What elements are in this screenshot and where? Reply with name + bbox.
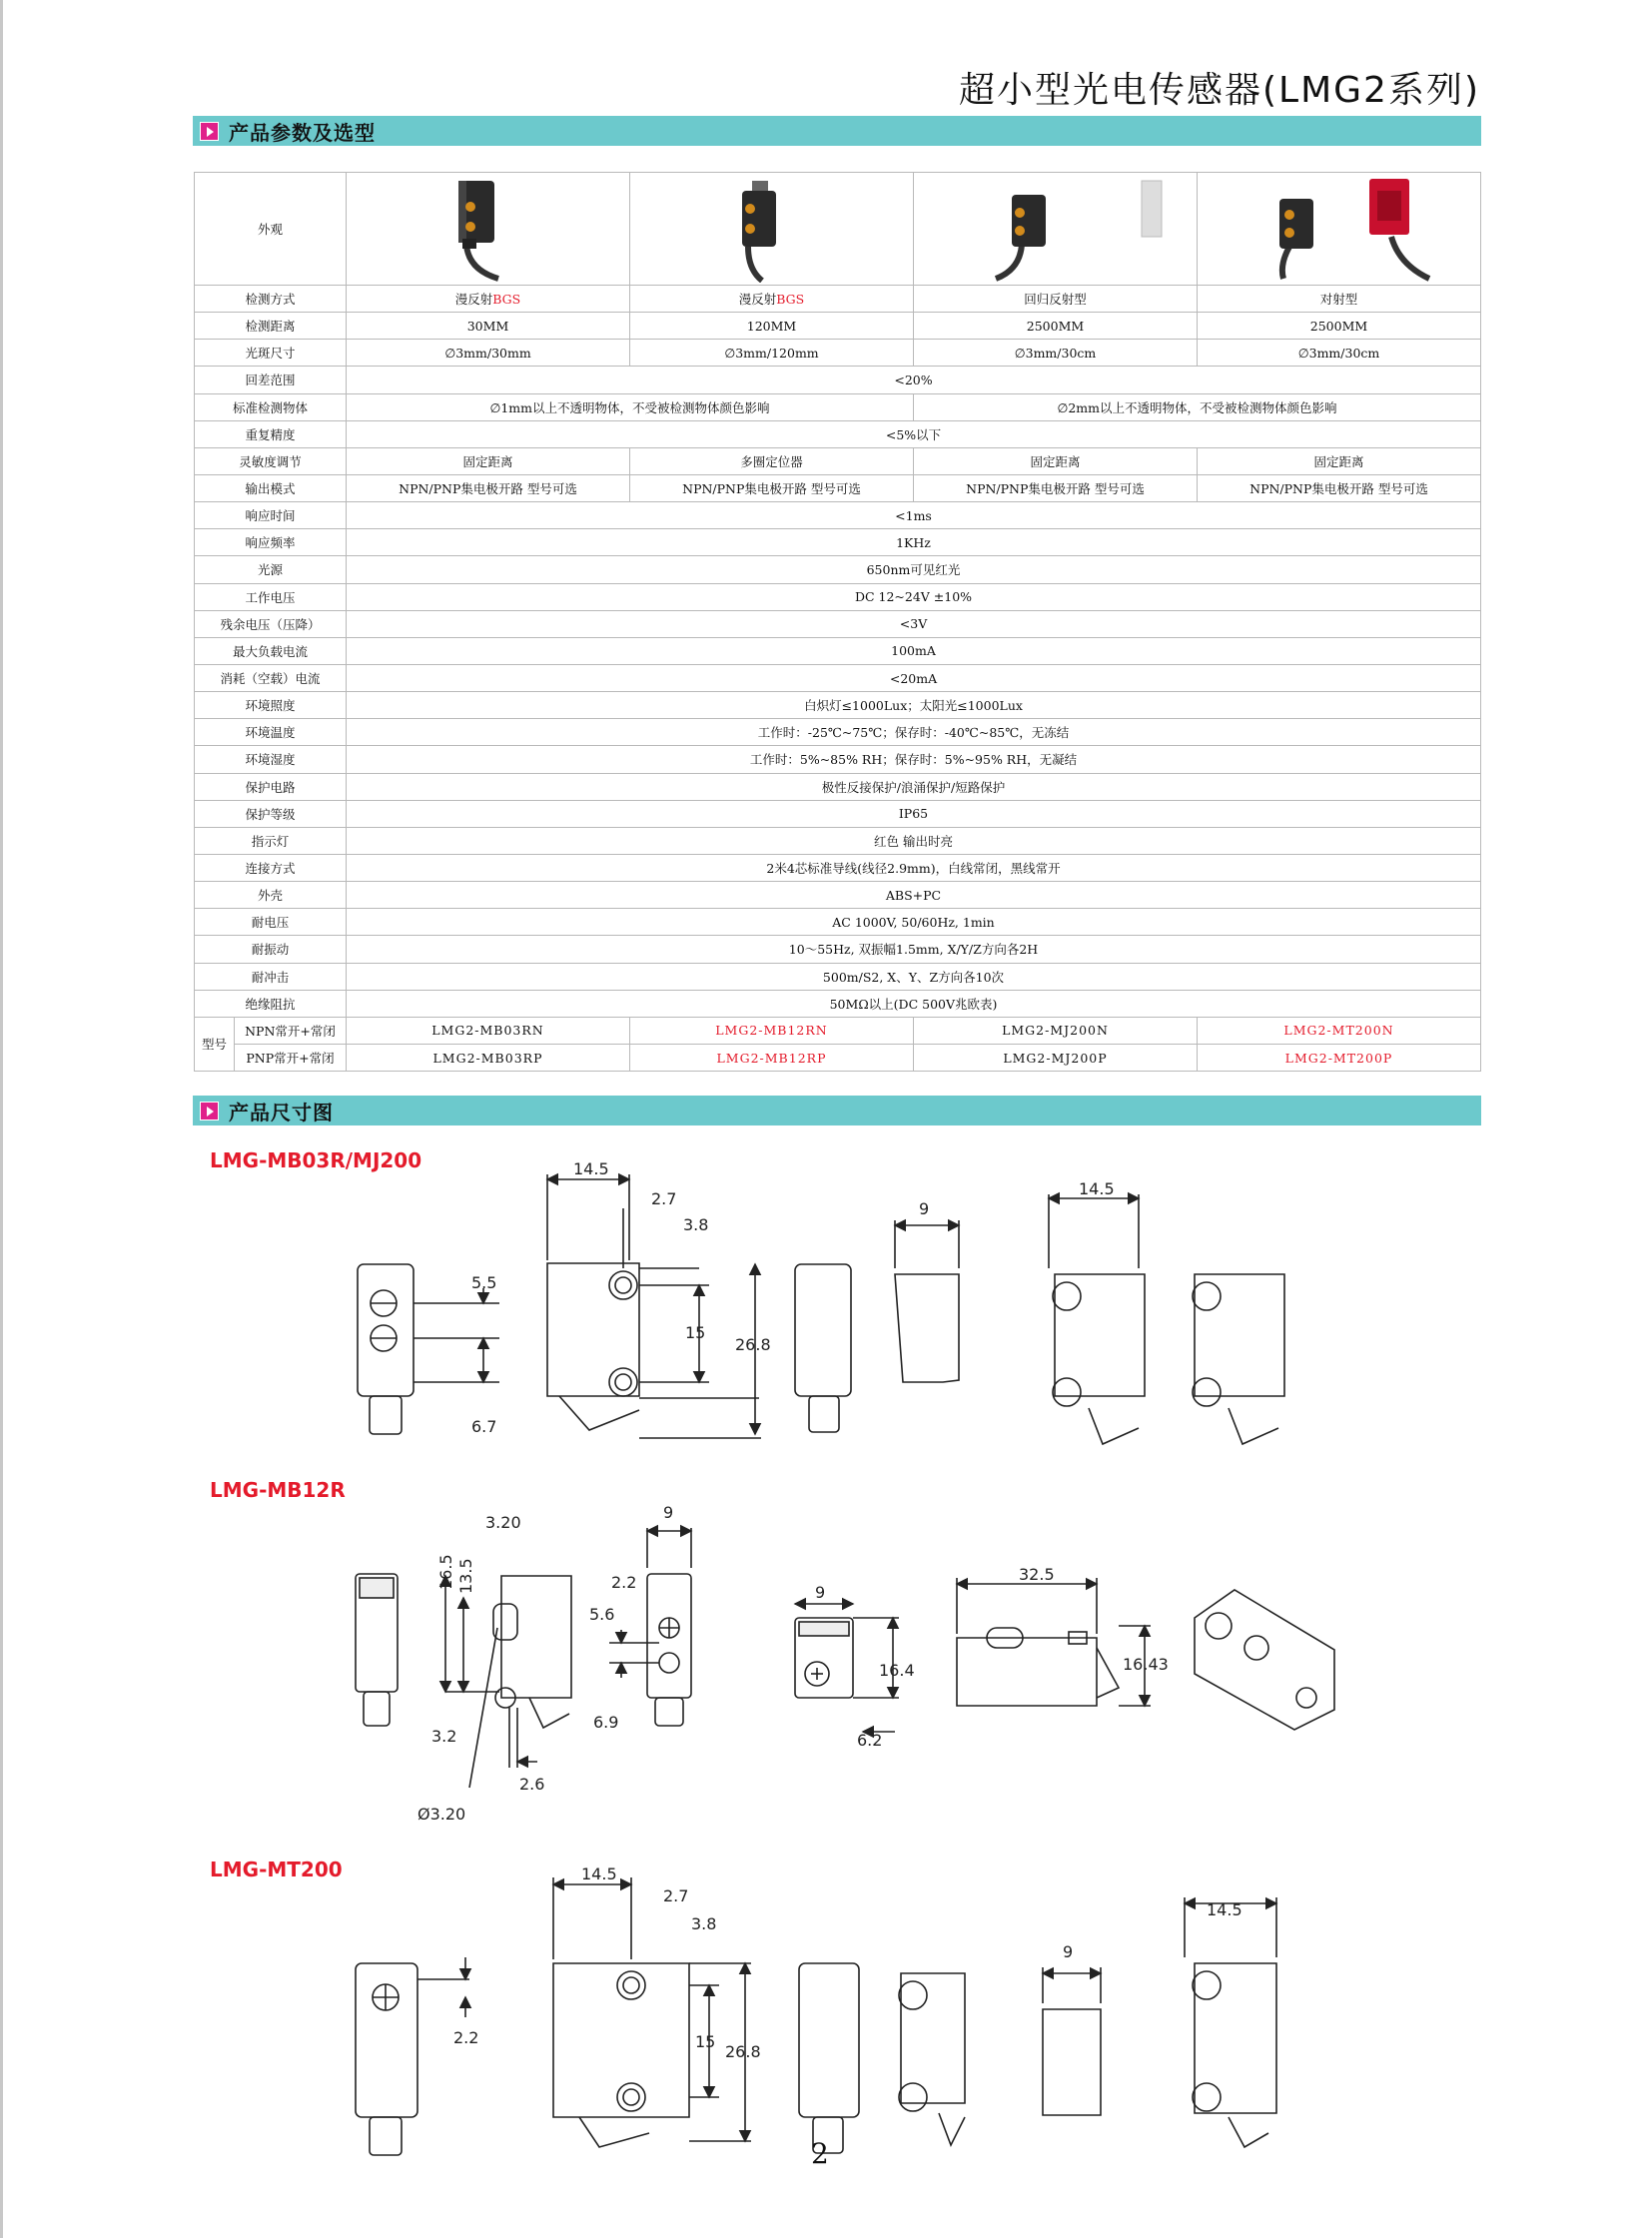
row-label: 保护电路 <box>195 773 347 800</box>
row-label: 消耗（空载）电流 <box>195 664 347 691</box>
cell-text: 工作时：-25℃~75℃；保存时：-40℃~85℃，无冻结 <box>757 725 1070 741</box>
row-label: 残余电压（压降） <box>195 610 347 637</box>
row-label: 绝缘阻抗 <box>195 990 347 1017</box>
dim-label: 9 <box>1063 1942 1074 1961</box>
dim-label: 5.6 <box>589 1605 615 1624</box>
cell-text: 红色 输出时亮 <box>874 833 953 849</box>
cell-text: <20mA <box>889 670 938 686</box>
model-sublabel: NPN常开+常闭 <box>235 1017 347 1044</box>
cell-text: 固定距离 <box>1030 453 1081 469</box>
cell-text: 对射型 <box>1319 292 1358 308</box>
dim-label: 14.5 <box>573 1159 609 1178</box>
dim-label: 26.8 <box>735 1335 771 1354</box>
row-label: 输出模式 <box>195 474 347 501</box>
cell-text: 2500MM <box>1026 318 1085 334</box>
section-title-params: 产品参数及选型 <box>229 120 376 145</box>
cell-text: 120MM <box>746 318 797 334</box>
row-label: 最大负载电流 <box>195 637 347 664</box>
cell-text: ∅3mm/30cm <box>1297 345 1380 361</box>
dim-label: 32.5 <box>1019 1565 1055 1584</box>
cell-text: 固定距离 <box>1313 453 1364 469</box>
dim-label: 14.5 <box>1207 1900 1242 1919</box>
dim-label: 16.5 <box>436 1554 455 1590</box>
model-label: 型号 <box>195 1017 235 1071</box>
model-code: LMG2-MB12RN <box>630 1017 914 1044</box>
row-label: 环境照度 <box>195 692 347 719</box>
cell-text: 2500MM <box>1309 318 1368 334</box>
dim-label: Ø3.20 <box>417 1805 466 1824</box>
row-label: 检测方式 <box>195 286 347 313</box>
cell-suffix: BGS <box>776 292 805 308</box>
dim-label: 6.2 <box>857 1731 883 1750</box>
cell-text: ∅1mm以上不透明物体，不受被检测物体颜色影响 <box>489 399 770 415</box>
cell-text: NPN/PNP集电极开路 型号可选 <box>399 481 577 497</box>
cell-text: 30MM <box>466 318 509 334</box>
cell-text: 固定距离 <box>462 453 513 469</box>
dim-label: 13.5 <box>456 1558 475 1594</box>
cell-text: 50MΩ以上(DC 500V兆欧表) <box>829 996 998 1012</box>
row-label: 响应时间 <box>195 502 347 529</box>
cell-text: DC 12~24V ±10% <box>854 589 973 605</box>
row-label: 环境湿度 <box>195 746 347 773</box>
cell-text: 工作时：5%~85% RH；保存时：5%~95% RH，无凝结 <box>749 752 1078 768</box>
dim-label: 6.9 <box>593 1713 619 1732</box>
dim-label: 3.8 <box>683 1215 709 1234</box>
dim-label: 15 <box>695 2032 716 2051</box>
dim-label: 3.2 <box>431 1727 457 1746</box>
dim-label: 15 <box>685 1323 706 1342</box>
row-label: 保护等级 <box>195 800 347 827</box>
dim-label: 26.8 <box>725 2042 761 2061</box>
row-label: 灵敏度调节 <box>195 447 347 474</box>
drawing-title-3: LMG-MT200 <box>210 1858 343 1881</box>
page-number: 2 <box>811 2137 829 2170</box>
cell-text: ∅3mm/120mm <box>724 345 819 361</box>
dim-label: 5.5 <box>471 1273 497 1292</box>
cell-text: IP65 <box>898 806 929 822</box>
drawing-title-2: LMG-MB12R <box>210 1478 346 1502</box>
model-code: LMG2-MJ200P <box>914 1044 1198 1071</box>
row-label: 耐冲击 <box>195 963 347 990</box>
dim-label: 14.5 <box>581 1865 617 1883</box>
cell-text: <1ms <box>895 507 932 523</box>
cell-text: NPN/PNP集电极开路 型号可选 <box>682 481 861 497</box>
model-code: LMG2-MB03RP <box>347 1044 630 1071</box>
cell-text: 漫反射 <box>738 292 777 308</box>
row-label: 连接方式 <box>195 854 347 881</box>
section-title-dims: 产品尺寸图 <box>229 1100 334 1124</box>
dim-label: 6.7 <box>471 1417 497 1436</box>
row-label: 检测距离 <box>195 313 347 340</box>
model-code: LMG2-MB03RN <box>347 1017 630 1044</box>
drawing-1-labels <box>471 1159 1115 1436</box>
row-label: 外壳 <box>195 882 347 909</box>
cell-text: 10～55Hz, 双振幅1.5mm, X/Y/Z方向各2H <box>788 942 1039 958</box>
cell-text: 650nm可见红光 <box>866 562 961 578</box>
cell-text: 漫反射 <box>454 292 493 308</box>
model-code: LMG2-MB12RP <box>630 1044 914 1071</box>
model-code: LMG2-MT200P <box>1198 1044 1481 1071</box>
cell-text: <5%以下 <box>885 426 942 442</box>
row-label: 光源 <box>195 556 347 583</box>
cell-text: NPN/PNP集电极开路 型号可选 <box>1249 481 1428 497</box>
dim-label: 3.8 <box>691 1914 717 1933</box>
cell-text: 1KHz <box>896 534 931 550</box>
drawing-title-1: LMG-MB03R/MJ200 <box>210 1148 422 1172</box>
cell-text: 2米4芯标准导线(线径2.9mm)，白线常闭，黑线常开 <box>766 861 1061 877</box>
row-label: 环境温度 <box>195 719 347 746</box>
row-label: 回差范围 <box>195 367 347 393</box>
cell-text: <3V <box>899 616 928 632</box>
cell-suffix: BGS <box>492 292 521 308</box>
drawing-2-labels <box>417 1503 1169 1824</box>
drawing-1-views <box>358 1174 1284 1444</box>
cell-text: ∅2mm以上不透明物体，不受被检测物体颜色影响 <box>1057 399 1337 415</box>
cell-text: NPN/PNP集电极开路 型号可选 <box>966 481 1145 497</box>
dim-label: 16.43 <box>1123 1655 1169 1674</box>
drawing-3-views <box>356 1877 1276 2155</box>
dim-label: 14.5 <box>1079 1179 1115 1198</box>
cell-text: 极性反接保护/浪涌保护/短路保护 <box>821 779 1006 795</box>
cell-text: 多圈定位器 <box>740 453 803 469</box>
row-label: 耐振动 <box>195 936 347 963</box>
row-label: 重复精度 <box>195 420 347 447</box>
row-label: 指示灯 <box>195 827 347 854</box>
cell-text: ∅3mm/30mm <box>444 345 531 361</box>
cell-text: 500m/S2, X、Y、Z方向各10次 <box>822 969 1005 985</box>
drawing-2-views <box>356 1528 1334 1788</box>
model-code: LMG2-MT200N <box>1198 1017 1481 1044</box>
cell-text: 100mA <box>891 643 936 659</box>
cell-text: 回归反射型 <box>1024 292 1087 308</box>
dim-label: 2.7 <box>663 1886 689 1905</box>
dim-label: 9 <box>919 1199 930 1218</box>
dim-label: 2.7 <box>651 1189 677 1208</box>
cell-text: 白炽灯≤1000Lux；太阳光≤1000Lux <box>804 698 1023 714</box>
dim-label: 9 <box>815 1583 826 1602</box>
row-label: 工作电压 <box>195 583 347 610</box>
dim-label: 16.4 <box>879 1661 915 1680</box>
dim-label: 3.20 <box>485 1513 521 1532</box>
cell-text: ABS+PC <box>885 887 942 903</box>
cell-text: AC 1000V, 50/60Hz, 1min <box>832 914 995 930</box>
dim-label: 2.2 <box>453 2028 479 2047</box>
model-code: LMG2-MJ200N <box>914 1017 1198 1044</box>
cell-text: <20% <box>894 372 933 387</box>
row-label: 外观 <box>195 173 347 286</box>
row-label: 耐电压 <box>195 909 347 936</box>
row-label: 光斑尺寸 <box>195 340 347 367</box>
model-sublabel: PNP常开+常闭 <box>235 1044 347 1071</box>
row-label: 标准检测物体 <box>195 393 347 420</box>
cell-text: ∅3mm/30cm <box>1014 345 1097 361</box>
dim-label: 9 <box>663 1503 674 1522</box>
page-title: 超小型光电传感器(LMG2系列) <box>958 70 1480 111</box>
dim-label: 2.6 <box>519 1775 545 1794</box>
dim-label: 2.2 <box>611 1573 637 1592</box>
row-label: 响应频率 <box>195 529 347 556</box>
